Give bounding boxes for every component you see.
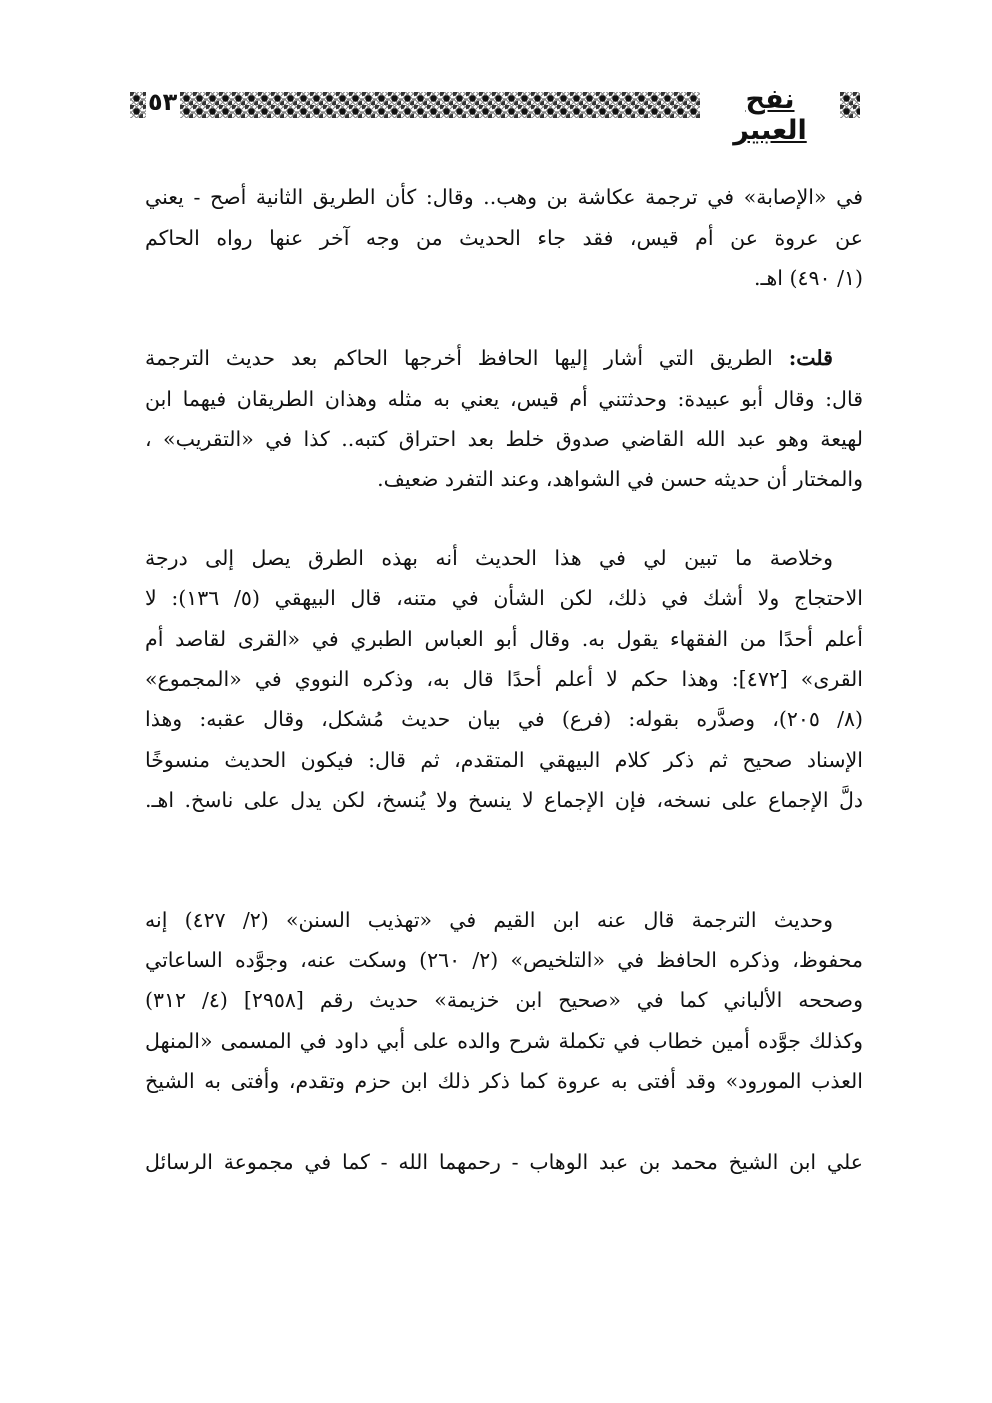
text-line: والمختار أن حديثه حسن في الشواهد، وعند التفرد ضعيف. (377, 467, 863, 491)
text-line: وكذلك جوَّده أمين خطاب في تكملة شرح والده على أبي داود في المسمى «المنهل (145, 1029, 863, 1053)
text-line: الإسناد صحيح ثم ذكر كلام البيهقي المتقدم، ثم قال: فيكون الحديث منسوخًا (145, 748, 863, 772)
ornamental-band (180, 92, 700, 118)
text-line: في «الإصابة» في ترجمة عكاشة بن وهب.. وقال: كأن الطريق الثانية أصح - يعني (145, 185, 863, 209)
ornament-icon (130, 92, 146, 118)
text-line: (١/ ٤٩٠) اهـ. (753, 266, 863, 290)
text-line: علي ابن الشيخ محمد بن عبد الوهاب - رحمهما الله - كما في مجموعة الرسائل (145, 1150, 863, 1174)
text-line: لهيعة وهو عبد الله القاضي صدوق خلط بعد احتراق كتبه.. كذا في «التقريب» ، (145, 427, 863, 451)
text-line: قال: وقال أبو عبيدة: وحدثتني أم قيس، يعني به مثله وهذان الطريقان فيهما ابن (145, 387, 863, 411)
text-line: العذب المورود» وقد أفتى به عروة كما ذكر ذلك ابن حزم وتقدم، وأفتى به الشيخ (145, 1069, 863, 1093)
text-line: دلَّ الإجماع على نسخه، فإن الإجماع لا ينسخ ولا يُنسخ، لكن يدل على ناسخ. اهـ. (145, 788, 863, 812)
text-line: أعلم أحدًا من الفقهاء يقول به. وقال أبو العباس الطبري في «القرى لقاصد أم (145, 627, 863, 651)
text-line: (٨/ ٢٠٥)، وصدَّره بقوله: (فرع) في بيان حديث مُشكل، وقال عقبه: وهذا (145, 707, 863, 731)
text-line: وخلاصة ما تبين لي في هذا الحديث أنه بهذه الطرق يصل إلى درجة (145, 546, 833, 570)
ornament-icon (840, 92, 860, 118)
page-header (128, 84, 864, 146)
text-line: عن عروة عن أم قيس، فقد جاء الحديث من وجه آخر عنها رواه الحاكم (145, 226, 863, 250)
text-line: الاحتجاج ولا أشك في ذلك، لكن الشأن في متنه، قال البيهقي (٥/ ١٣٦): لا (145, 586, 863, 610)
text-line: محفوظ، وذكره الحافظ في «التلخيص» (٢/ ٢٦٠) وسكت عنه، وجوَّده الساعاتي (145, 948, 863, 972)
text-line (145, 343, 863, 373)
book-title: نفح العبير (733, 84, 807, 146)
text-line: وحديث الترجمة قال عنه ابن القيم في «تهذيب السنن» (٢/ ٤٢٧) إنه (145, 908, 834, 932)
text-line: القرى» [٤٧٢]: وهذا حكم لا أعلم أحدًا قال به، وذكره النووي في «المجموع» (145, 667, 864, 691)
text-line-body: الطريق التي أشار إليها الحافظ أخرجها الحاكم بعد حديث الترجمة (145, 346, 773, 370)
text-line: وصححه الألباني كما في «صحيح ابن خزيمة» حديث رقم [٢٩٥٨] (٤/ ٣١٢) (145, 988, 863, 1012)
page-number: ٥٣ (148, 88, 178, 116)
lead-word: قلت: (788, 346, 833, 370)
